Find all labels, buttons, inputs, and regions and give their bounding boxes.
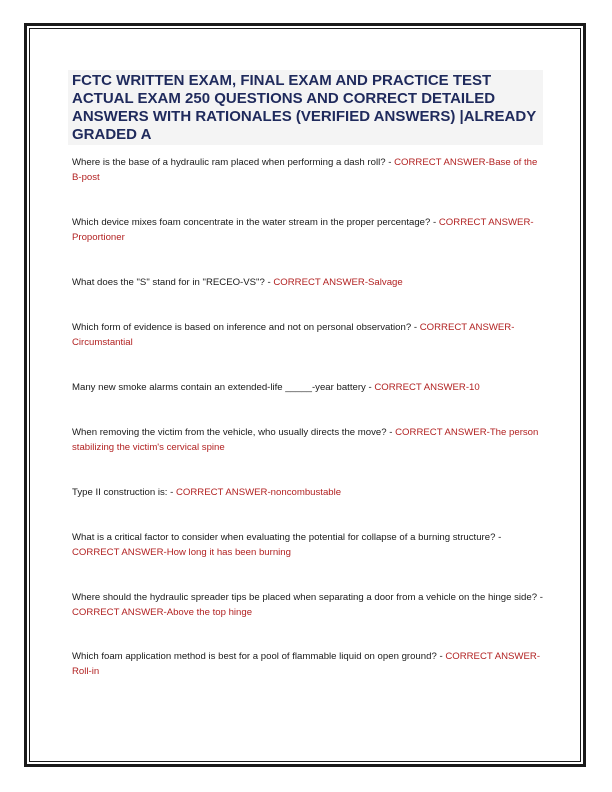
- question-text: What is a critical factor to consider when evaluating the potential for collapse of a burning structure? -: [72, 532, 502, 543]
- question-text: Type II construction is: -: [72, 487, 176, 498]
- answer-text: CORRECT ANSWER-Above the top hinge: [72, 607, 253, 618]
- qa-item-10: [72, 649, 544, 679]
- answer-text: CORRECT ANSWER-Base of the B-post: [72, 157, 538, 183]
- answer-text: CORRECT ANSWER-Proportioner: [72, 217, 534, 243]
- qa-item-7: [72, 485, 544, 500]
- qa-item-4: [72, 320, 544, 350]
- qa-item-5: [72, 380, 544, 395]
- qa-item-8: [72, 530, 544, 560]
- document-title: FCTC WRITTEN EXAM, FINAL EXAM AND PRACTICE TEST ACTUAL EXAM 250 QUESTIONS AND CORRECT DETAILED ANSWERS WITH RATIONALES (VERIFIED ANSWERS) |ALREADY GRADED A: [72, 72, 536, 143]
- question-text: Which device mixes foam concentrate in the water stream in the proper percentage? -: [72, 217, 439, 228]
- qa-item-3: [72, 275, 544, 290]
- answer-text: CORRECT ANSWER-How long it has been burning: [72, 547, 291, 558]
- question-text: Which form of evidence is based on inference and not on personal observation? -: [72, 322, 420, 333]
- qa-item-9: [72, 590, 544, 620]
- question-text: Where is the base of a hydraulic ram placed when performing a dash roll? -: [72, 157, 395, 168]
- answer-text: CORRECT ANSWER-Roll-in: [72, 651, 541, 677]
- question-text: What does the "S" stand for in "RECEO-VS"? -: [72, 277, 274, 288]
- qa-item-2: [72, 215, 544, 245]
- question-text: Many new smoke alarms contain an extended-life _____-year battery -: [72, 382, 375, 393]
- question-text: When removing the victim from the vehicle, who usually directs the move? -: [72, 427, 396, 438]
- answer-text: CORRECT ANSWER-10: [374, 382, 480, 393]
- question-text: Where should the hydraulic spreader tips be placed when separating a door from a vehicle on the hinge side? -: [72, 592, 543, 603]
- answer-text: CORRECT ANSWER-noncombustable: [175, 487, 342, 498]
- qa-item-6: [72, 425, 544, 455]
- qa-item-1: [72, 155, 544, 185]
- title-block: [68, 70, 543, 145]
- question-text: Which foam application method is best for a pool of flammable liquid on open ground? -: [72, 651, 446, 662]
- answer-text: CORRECT ANSWER-The person stabilizing the victim's cervical spine: [72, 427, 539, 453]
- answer-text: CORRECT ANSWER-Salvage: [273, 277, 403, 288]
- answer-text: CORRECT ANSWER-Circumstantial: [72, 322, 515, 348]
